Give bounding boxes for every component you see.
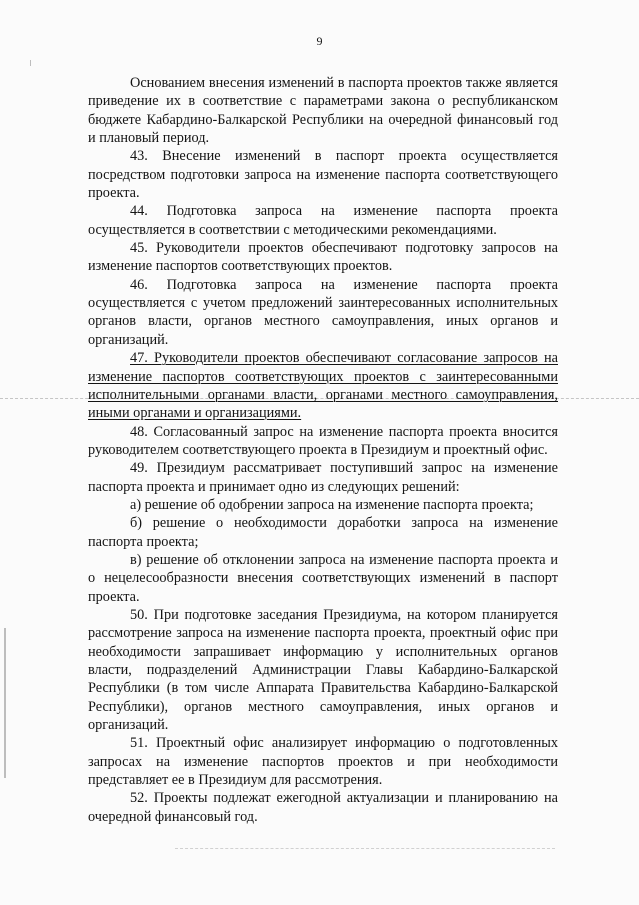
paragraph xyxy=(88,239,558,276)
paragraph xyxy=(88,147,558,202)
paragraph-text: 44. Подготовка запроса на изменение паспорта проекта осуществляется в соответствии с методическими рекомендациями. xyxy=(88,203,558,238)
paragraph-text: Основанием внесения изменений в паспорта проектов также является приведение их в соответствие с параметрами закона о республиканском бюджете Кабардино-Балкарской Республики на очередной финансовый год и плановый период. xyxy=(88,75,558,147)
paragraph-text: 43. Внесение изменений в паспорт проекта осуществляется посредством подготовки запроса на изменение паспорта соответствующего проекта. xyxy=(88,148,558,202)
paragraph-text: 49. Президиум рассматривает поступивший запрос на изменение паспорта проекта и принимает одно из следующих решений: xyxy=(88,460,558,495)
paragraph xyxy=(88,606,558,734)
paragraph xyxy=(88,789,558,826)
paragraph-text: 50. При подготовке заседания Президиума, на котором планируется рассмотрение запроса на изменение паспорта проекта, проектный офис при необходимости запрашивает информацию у исполнительных органов власти, подразделений Администрации Главы Кабардино-Балкарской Республики (в том числе Аппарата Правительства Кабардино-Балкарской Республики), органов местного самоуправления, иных органов и организаций. xyxy=(88,606,558,734)
paragraph xyxy=(88,459,558,496)
paragraph-text: а) решение об одобрении запроса на изменение паспорта проекта; xyxy=(130,496,534,513)
paragraph xyxy=(88,734,558,789)
paragraph-text: 52. Проекты подлежат ежегодной актуализации и планированию на очередной финансовый год. xyxy=(88,790,558,825)
paragraph-text: 46. Подготовка запроса на изменение паспорта проекта осуществляется с учетом предложений заинтересованных исполнительных органов власти, органов местного самоуправления, иных органов и организаций. xyxy=(88,276,558,348)
paragraph-text: б) решение о необходимости доработки запроса на изменение паспорта проекта; xyxy=(88,515,558,550)
paragraph xyxy=(88,202,558,239)
scan-artifact-bottom xyxy=(175,848,555,849)
paragraph xyxy=(88,496,558,514)
paragraph-text: 47. Руководители проектов обеспечивают согласование запросов на изменение паспортов соответствующих проектов с заинтересованными исполнительными органами власти, органами местного самоуправления, иными органами и организациями. xyxy=(88,350,558,422)
paragraph xyxy=(88,74,558,147)
paragraph-text: в) решение об отклонении запроса на изменение паспорта проекта и о нецелесообразности внесения соответствующих изменений в паспорт проекта. xyxy=(88,551,558,605)
scan-edge-mark xyxy=(4,628,6,778)
paragraph-text: 51. Проектный офис анализирует информацию о подготовленных запросах на изменение паспортов проектов и при необходимости представляет ее в Президиум для рассмотрения. xyxy=(88,735,558,789)
paragraph xyxy=(88,514,558,551)
paragraph xyxy=(88,349,558,422)
paragraph-text: 45. Руководители проектов обеспечивают подготовку запросов на изменение паспортов соответствующих проектов. xyxy=(88,240,558,275)
paragraph-text: 48. Согласованный запрос на изменение паспорта проекта вносится руководителем соответствующего проекта в Президиум и проектный офис. xyxy=(88,423,558,458)
paragraph xyxy=(88,423,558,460)
page-number: 9 xyxy=(316,34,323,48)
document-body xyxy=(88,74,558,826)
paragraph xyxy=(88,551,558,606)
paragraph xyxy=(88,276,558,349)
scan-edge-dot xyxy=(30,60,31,66)
